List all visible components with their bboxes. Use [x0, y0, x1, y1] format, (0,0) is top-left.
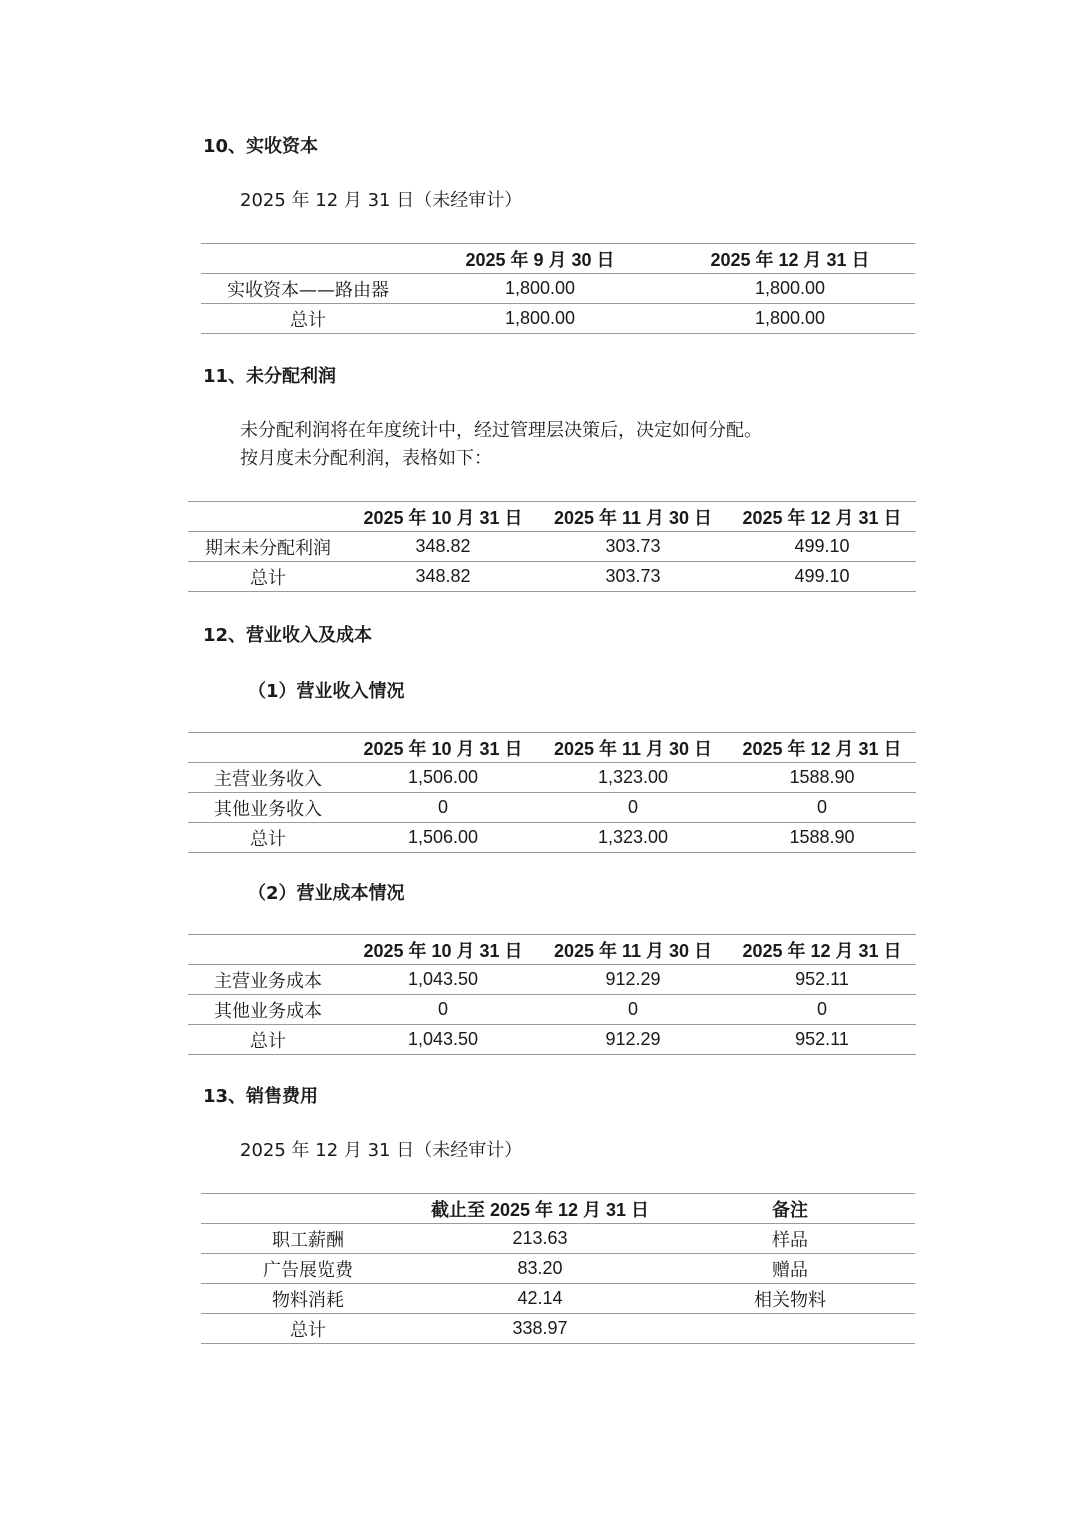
row-label: 总计 [201, 1314, 415, 1344]
table-row [188, 532, 916, 562]
table-cell: 348.82 [348, 562, 538, 592]
table-cell: 912.29 [538, 965, 728, 995]
table-row [201, 274, 915, 304]
paid-in-capital-table [201, 243, 915, 334]
row-label: 职工薪酬 [201, 1224, 415, 1254]
operating-revenue-table [188, 732, 916, 853]
table-cell: 213.63 [415, 1224, 665, 1254]
operating-cost-table [188, 934, 916, 1055]
table-cell: 1,800.00 [665, 304, 915, 334]
table-cell: 1,506.00 [348, 763, 538, 793]
row-label: 主营业务成本 [188, 965, 348, 995]
header-cell: 2025 年 12 月 31 日 [728, 935, 916, 965]
header-cell [188, 935, 348, 965]
table-header-row [201, 1194, 915, 1224]
header-cell: 2025 年 10 月 31 日 [348, 733, 538, 763]
table-row [188, 823, 916, 853]
header-cell: 2025 年 12 月 31 日 [728, 502, 916, 532]
table-row [188, 1025, 916, 1055]
table-cell: 348.82 [348, 532, 538, 562]
header-cell [201, 1194, 415, 1224]
table-cell: 912.29 [538, 1025, 728, 1055]
table-cell: 1,800.00 [665, 274, 915, 304]
table-cell: 338.97 [415, 1314, 665, 1344]
table-cell: 303.73 [538, 532, 728, 562]
header-cell: 2025 年 10 月 31 日 [348, 935, 538, 965]
table-cell: 1588.90 [728, 763, 916, 793]
table-cell: 0 [348, 793, 538, 823]
row-label: 总计 [188, 823, 348, 853]
table-cell: 499.10 [728, 562, 916, 592]
table-cell: 样品 [665, 1224, 915, 1254]
section-11-paragraph-line-1: 未分配利润将在年度统计中，经过管理层决策后，决定如何分配。 [240, 420, 762, 441]
table-cell: 1,800.00 [415, 274, 665, 304]
header-cell: 2025 年 12 月 31 日 [665, 244, 915, 274]
header-cell: 2025 年 10 月 31 日 [348, 502, 538, 532]
undistributed-profit-table [188, 501, 916, 592]
table-row [188, 793, 916, 823]
table-header-row [201, 244, 915, 274]
table-cell: 952.11 [728, 1025, 916, 1055]
row-label: 广告展览费 [201, 1254, 415, 1284]
table-cell: 1,800.00 [415, 304, 665, 334]
header-cell: 截止至 2025 年 12 月 31 日 [415, 1194, 665, 1224]
header-cell: 2025 年 9 月 30 日 [415, 244, 665, 274]
row-label: 其他业务成本 [188, 995, 348, 1025]
table-header-row [188, 502, 916, 532]
section-12-sub-2: （2）营业成本情况 [248, 883, 405, 904]
table-cell: 1,506.00 [348, 823, 538, 853]
table-row [201, 1254, 915, 1284]
table-cell: 42.14 [415, 1284, 665, 1314]
header-cell [201, 244, 415, 274]
section-11-paragraph-line-2: 按月度未分配利润，表格如下： [240, 448, 492, 469]
row-label: 期末未分配利润 [188, 532, 348, 562]
table-row [188, 965, 916, 995]
row-label: 总计 [201, 304, 415, 334]
row-label: 总计 [188, 562, 348, 592]
section-10-heading: 10、实收资本 [203, 136, 319, 157]
table-cell: 0 [538, 995, 728, 1025]
table-cell: 1,323.00 [538, 763, 728, 793]
table-row [201, 1224, 915, 1254]
section-10-date-note: 2025 年 12 月 31 日（未经审计） [240, 190, 523, 211]
section-12-sub-1: （1）营业收入情况 [248, 681, 405, 702]
table-cell: 0 [728, 793, 916, 823]
table-cell: 相关物料 [665, 1284, 915, 1314]
table-row [201, 1314, 915, 1344]
section-13-date-note: 2025 年 12 月 31 日（未经审计） [240, 1140, 523, 1161]
header-cell: 2025 年 11 月 30 日 [538, 733, 728, 763]
header-cell: 2025 年 12 月 31 日 [728, 733, 916, 763]
table-cell [665, 1314, 915, 1344]
table-cell: 0 [348, 995, 538, 1025]
table-row [188, 562, 916, 592]
row-label: 其他业务收入 [188, 793, 348, 823]
table-cell: 1,043.50 [348, 1025, 538, 1055]
table-row [188, 763, 916, 793]
table-cell: 1,323.00 [538, 823, 728, 853]
row-label: 实收资本——路由器 [201, 274, 415, 304]
header-cell: 2025 年 11 月 30 日 [538, 935, 728, 965]
table-row [188, 995, 916, 1025]
section-11-heading: 11、未分配利润 [203, 366, 337, 387]
header-cell [188, 733, 348, 763]
table-cell: 0 [728, 995, 916, 1025]
table-row [201, 304, 915, 334]
table-cell: 1588.90 [728, 823, 916, 853]
row-label: 主营业务收入 [188, 763, 348, 793]
row-label: 物料消耗 [201, 1284, 415, 1314]
table-cell: 赠品 [665, 1254, 915, 1284]
header-cell: 2025 年 11 月 30 日 [538, 502, 728, 532]
section-12-heading: 12、营业收入及成本 [203, 625, 373, 646]
table-cell: 303.73 [538, 562, 728, 592]
selling-expenses-table [201, 1193, 915, 1344]
table-cell: 952.11 [728, 965, 916, 995]
row-label: 总计 [188, 1025, 348, 1055]
table-header-row [188, 935, 916, 965]
table-cell: 0 [538, 793, 728, 823]
table-cell: 1,043.50 [348, 965, 538, 995]
section-13-heading: 13、销售费用 [203, 1086, 319, 1107]
table-header-row [188, 733, 916, 763]
header-cell: 备注 [665, 1194, 915, 1224]
table-row [201, 1284, 915, 1314]
header-cell [188, 502, 348, 532]
table-cell: 83.20 [415, 1254, 665, 1284]
table-cell: 499.10 [728, 532, 916, 562]
